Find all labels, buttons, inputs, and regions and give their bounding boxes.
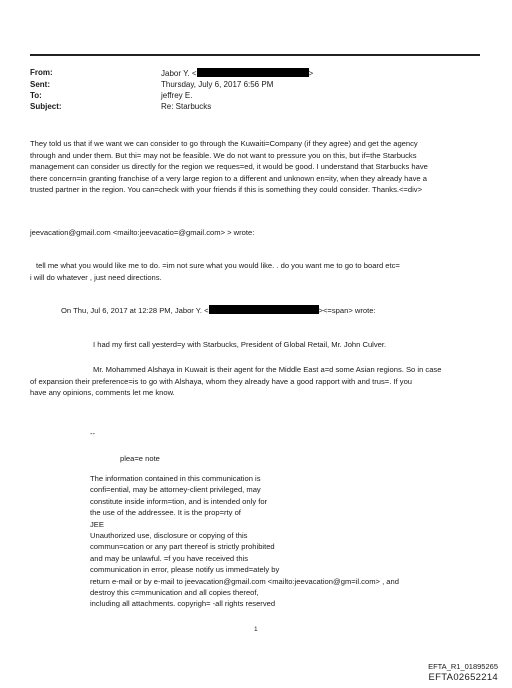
quoted-paragraph [30, 364, 441, 399]
quoted-line: Mr. Mohammed Alshaya in Kuwait is their agent for the Middle East a=d some Asian regions. So in case [93, 365, 442, 374]
sent-label: Sent: [30, 80, 50, 89]
disclaimer-line: destroy this c=mmunication and all copies thereof, [90, 588, 259, 598]
quote-attribution-2: On Thu, Jul 6, 2017 at 12:28 PM, Jabor Y. < ><=span> wrote: [61, 306, 376, 315]
quoted-line: tell me what you would like me to do. =im not sure what you would like. . do you want me to go to board etc= [36, 261, 400, 270]
disclaimer-line: The information contained in this communication is [90, 474, 261, 483]
quoted-line-first-call: I had my first call yesterd=y with Starbucks, President of Global Retail, Mr. John Culver. [93, 340, 387, 349]
disclaimer-line: confi=ential, may be attorney-client privileged, may [90, 485, 261, 495]
redaction-block [209, 305, 319, 314]
disclaimer [90, 473, 399, 610]
disclaimer-line: return e-mail or by e-mail to jeevacation@gmail.com <mailto:jeevacation@gm=il.com> , and [90, 576, 399, 586]
to-label: To: [30, 91, 42, 100]
message-line: through and under them. But thi= may not be feasible. We do not want to pressure you on this, but if=the Starbucks [30, 150, 417, 160]
quoted-line: i will do whatever , just need directions. [30, 272, 162, 282]
disclaimer-line: and may be unlawful. =f you have received this [90, 553, 249, 563]
message-body [30, 138, 428, 196]
redaction-block [197, 68, 309, 77]
disclaimer-line: including all attachments. copyrigh= -all rights reserved [90, 599, 276, 609]
to-value: jeffrey E. [161, 91, 193, 100]
disclaimer-line: communication in error, please notify us immed=ately by [90, 565, 280, 575]
quote-attribution: jeevacation@gmail.com <mailto:jeevacatio=@gmail.com> > wrote: [30, 228, 255, 237]
header-divider [30, 54, 480, 56]
quoted-message [30, 260, 400, 283]
message-line: there concern=in granting franchise of a very large region to a different and unknown en=ity, when they already have a [30, 173, 427, 183]
disclaimer-line: JEE [90, 519, 104, 529]
from-value: Jabor Y. < > [161, 69, 314, 78]
please-note: plea=e note [120, 454, 160, 463]
message-line: management can consider us directly for the region we reques=ed, it would be good. I understand that Starbucks have [30, 162, 428, 171]
message-line: They told us that if we want we can consider to go through the Kuwaiti=Company (if they agree) and get the agency [30, 139, 418, 148]
disclaimer-line: constitute inside inform=tion, and is intended only for [90, 496, 268, 506]
sent-value: Thursday, July 6, 2017 6:56 PM [161, 80, 274, 89]
subject-value: Re: Starbucks [161, 102, 212, 111]
from-label: From: [30, 68, 53, 77]
signature-dashes: -- [90, 429, 96, 438]
disclaimer-line: commun=cation or any part thereof is strictly prohibited [90, 542, 275, 552]
quoted-line: of expansion their preference=is to go with Alshaya, whom they already have a good rapport with and trus=. If you [30, 376, 413, 386]
footer-id-2: EFTA02652214 [428, 672, 498, 683]
quoted-line: have any opinions, comments let me know. [30, 388, 175, 397]
message-line: trusted partner in the region. You can=check with your friends if this is something they could consider. Thanks.<=div> [30, 185, 423, 194]
page-number: 1 [254, 626, 258, 633]
footer-id-1: EFTA_R1_01895265 [428, 662, 498, 671]
disclaimer-line: Unauthorized use, disclosure or copying of this [90, 531, 248, 541]
subject-label: Subject: [30, 102, 62, 111]
disclaimer-line: the use of the addressee. It is the prop=rty of [90, 508, 241, 518]
